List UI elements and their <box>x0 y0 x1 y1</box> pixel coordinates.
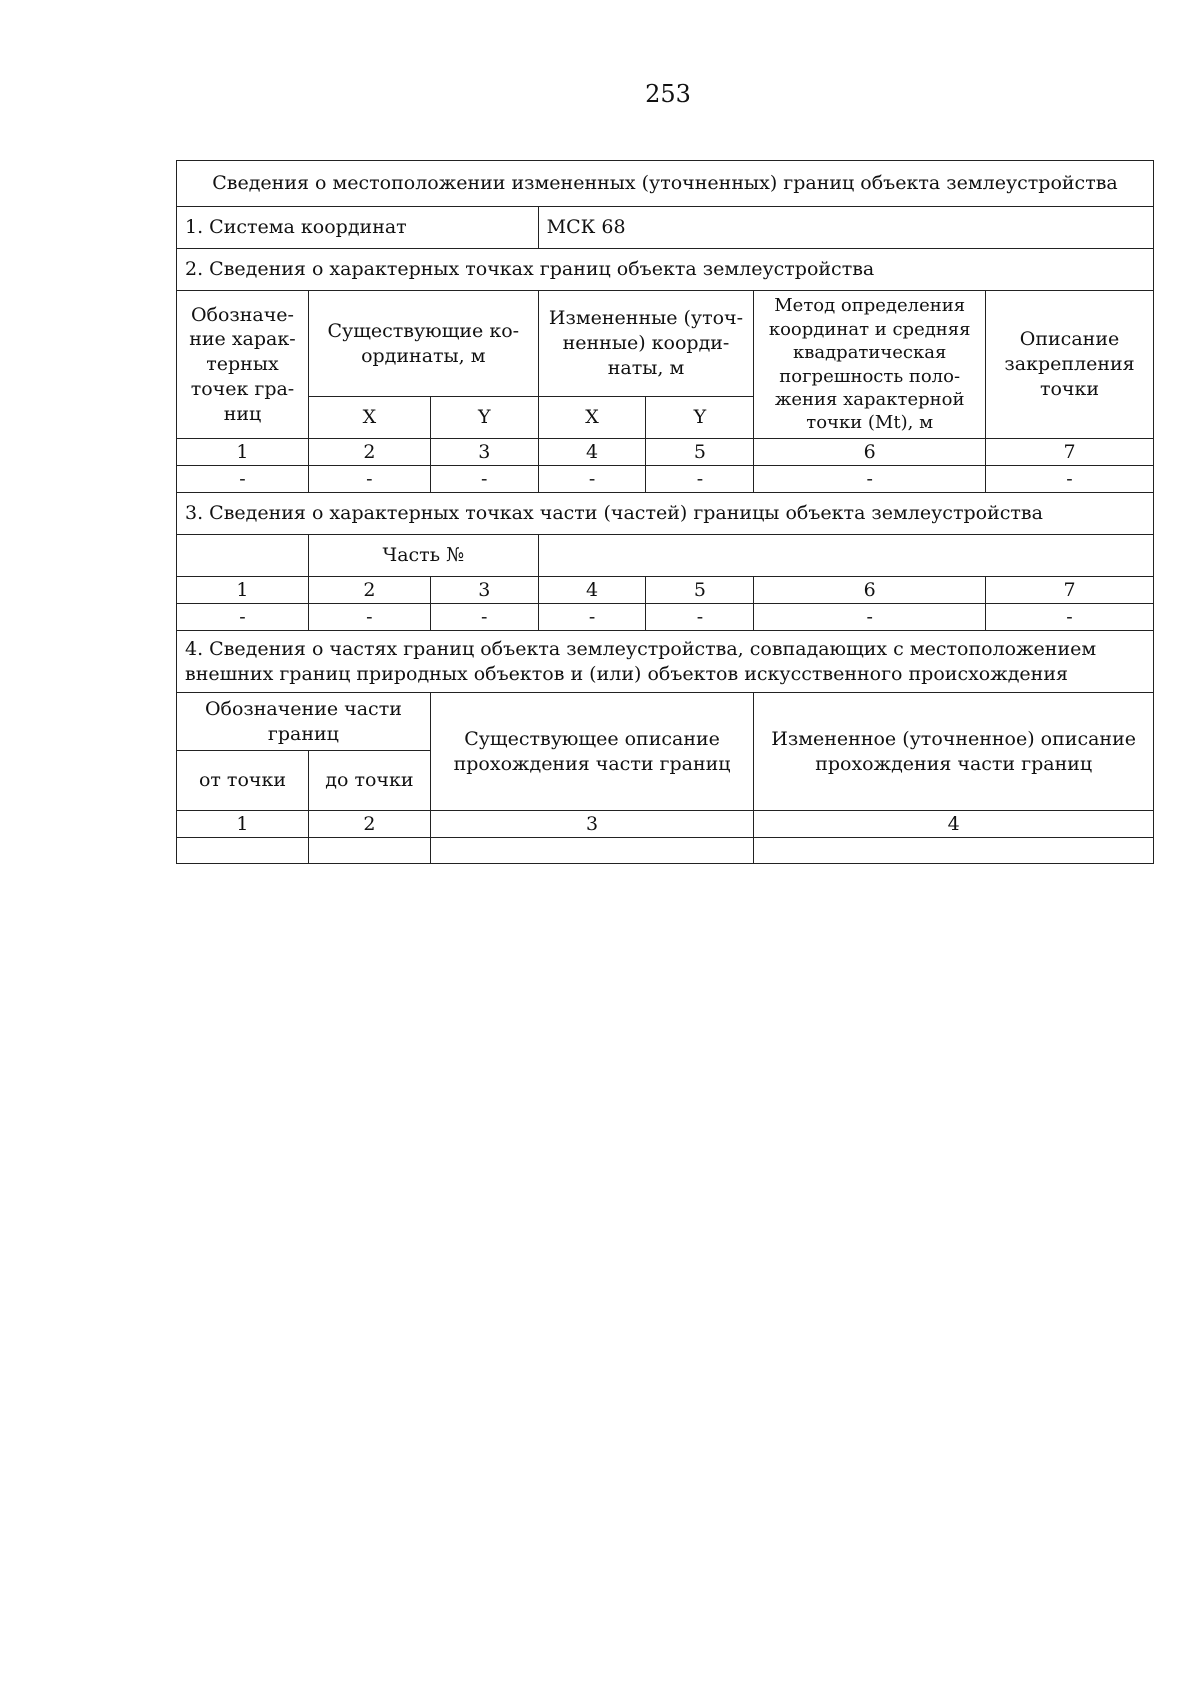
table-cell: - <box>430 604 538 631</box>
table-cell: - <box>308 466 430 493</box>
column-number: 7 <box>986 439 1154 466</box>
coord-system-value: МСК 68 <box>538 207 1153 249</box>
header-x-existing: X <box>308 397 430 439</box>
table-cell: - <box>430 466 538 493</box>
column-number: 1 <box>177 811 309 838</box>
table-cell: - <box>986 604 1154 631</box>
header-designation: Обозначе-ние харак-терных точек гра-ниц <box>177 291 309 439</box>
table-row <box>177 838 1154 864</box>
table-cell: - <box>538 466 646 493</box>
column-number: 3 <box>430 811 753 838</box>
column-number-row <box>177 811 1154 838</box>
section3-title: 3. Сведения о характерных точках части (частей) границы объекта землеустройства <box>177 493 1154 535</box>
column-number: 1 <box>177 439 309 466</box>
column-number: 3 <box>430 577 538 604</box>
column-number: 3 <box>430 439 538 466</box>
section2-title: 2. Сведения о характерных точках границ объекта землеустройства <box>177 249 1154 291</box>
part-number-label: Часть № <box>308 535 538 577</box>
header-y-changed: Y <box>646 397 754 439</box>
header-existing-description: Существующее описание прохождения части границ <box>430 693 753 811</box>
table-title: Сведения о местоположении измененных (уточненных) границ объекта землеустройства <box>177 161 1154 207</box>
column-number: 2 <box>308 811 430 838</box>
table-cell: - <box>177 604 309 631</box>
table-cell: - <box>754 604 986 631</box>
header-method: Метод определения координат и средняя квадратическая погрешность поло-жения характерной точки (Mt), м <box>754 291 986 439</box>
header-to-point: до точки <box>308 751 430 811</box>
table-row <box>177 466 1154 493</box>
header-changed-description: Измененное (уточненное) описание прохождения части границ <box>754 693 1154 811</box>
column-number: 2 <box>308 439 430 466</box>
column-number: 2 <box>308 577 430 604</box>
table-cell: - <box>177 466 309 493</box>
column-number: 4 <box>754 811 1154 838</box>
table-cell: - <box>646 604 754 631</box>
header-part-designation: Обозначение части границ <box>177 693 431 751</box>
table-cell <box>754 838 1154 864</box>
header-existing-coords: Существующие ко-ординаты, м <box>308 291 538 397</box>
column-number-row <box>177 577 1154 604</box>
table-cell: - <box>646 466 754 493</box>
part-number-value <box>538 535 1153 577</box>
section4-title: 4. Сведения о частях границ объекта землеустройства, совпадающих с местоположением внешних границ природных объектов и (или) объектов искусственного происхождения <box>177 631 1154 693</box>
coord-system-label: 1. Система координат <box>177 207 539 249</box>
table-cell <box>430 838 753 864</box>
column-number: 4 <box>538 439 646 466</box>
table-row <box>177 604 1154 631</box>
header-description: Описание закрепления точки <box>986 291 1154 439</box>
table-cell: - <box>538 604 646 631</box>
column-number: 6 <box>754 439 986 466</box>
table-cell: - <box>754 466 986 493</box>
column-number: 5 <box>646 439 754 466</box>
column-number: 7 <box>986 577 1154 604</box>
column-number: 6 <box>754 577 986 604</box>
column-number-row <box>177 439 1154 466</box>
header-changed-coords: Измененные (уточ-ненные) коорди-наты, м <box>538 291 754 397</box>
table-cell: - <box>308 604 430 631</box>
table-cell: - <box>986 466 1154 493</box>
header-from-point: от точки <box>177 751 309 811</box>
table-cell <box>177 838 309 864</box>
column-number: 5 <box>646 577 754 604</box>
boundary-info-table <box>176 160 1154 864</box>
part-empty-cell <box>177 535 309 577</box>
table-cell <box>308 838 430 864</box>
header-x-changed: X <box>538 397 646 439</box>
page-number: 253 <box>645 80 691 108</box>
header-y-existing: Y <box>430 397 538 439</box>
column-number: 4 <box>538 577 646 604</box>
column-number: 1 <box>177 577 309 604</box>
